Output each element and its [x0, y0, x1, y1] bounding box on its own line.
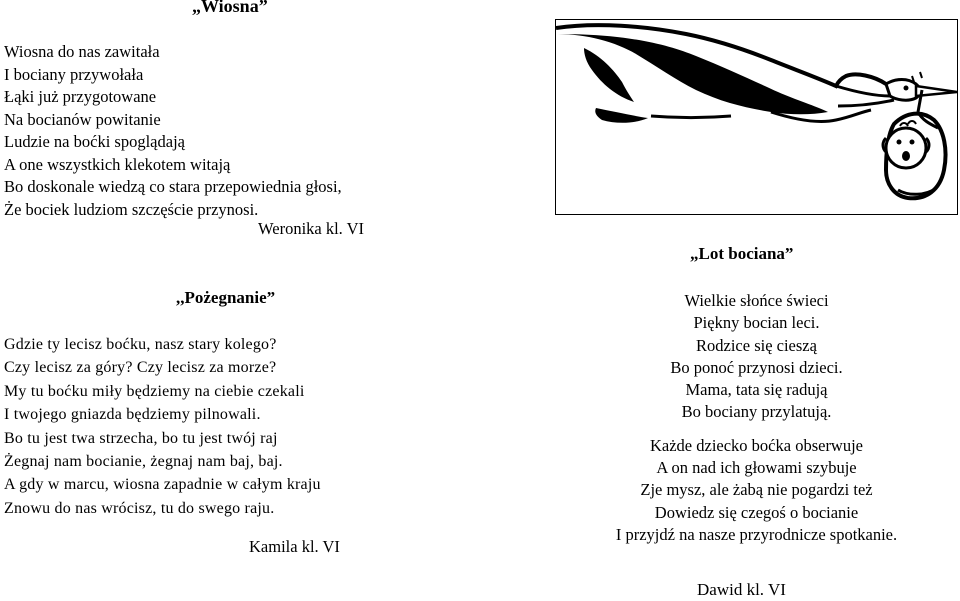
poem-line: Znowu do nas wrócisz, tu do swego raju.: [4, 499, 275, 517]
poem-line: A on nad ich głowami szybuje: [656, 458, 857, 478]
poem-line: Ludzie na boćki spoglądają: [4, 132, 185, 151]
poem-line: Zje mysz, ale żabą nie pogardzi też: [640, 480, 873, 500]
stork-carrying-baby-icon: [556, 20, 957, 214]
stanza-gap: [555, 424, 958, 435]
poem-line: Gdzie ty lecisz boćku, nasz stary kolego?: [4, 336, 277, 353]
poem-lot-bociana-author: Dawid kl. VI: [697, 580, 786, 599]
poem-line: I przyjdź na nasze przyrodnicze spotkanie.: [615, 524, 898, 544]
poem-lot-bociana-body: [555, 290, 958, 546]
poem-line: Każde dziecko boćka obserwuje: [649, 435, 864, 455]
poem-title-lot-bociana: „Lot bociana”: [690, 244, 794, 263]
poem-line: Bo tu jest twa strzecha, bo tu jest twój raj: [4, 429, 278, 447]
poem-line: I bociany przywołała: [4, 64, 144, 84]
poem-line: A one wszystkich klekotem witają: [4, 154, 231, 174]
poem-line: Bo ponoć przynosi dzieci.: [670, 357, 843, 377]
poem-line: Wielkie słońce świeci: [684, 291, 829, 310]
poem-line: A gdy w marcu, wiosna zapadnie w całym kraju: [4, 476, 321, 494]
poem-wiosna-body: [4, 41, 342, 221]
poem-pozegnanie-author: Kamila kl. VI: [249, 537, 340, 556]
poem-line: Dowiedz się czegoś o bocianie: [654, 502, 859, 522]
poem-line: Czy lecisz za góry? Czy lecisz za morze?: [4, 359, 277, 377]
poem-line: My tu boćku miły będziemy na ciebie czekali: [4, 382, 305, 400]
poem-line: Rodzice się cieszą: [696, 335, 817, 355]
poem-line: Bo bociany przylatują.: [681, 402, 832, 422]
poem-wiosna-author: Weronika kl. VI: [258, 219, 365, 238]
poem-pozegnanie-body: [4, 333, 321, 520]
poem-line: Że bociek ludziom szczęście przynosi.: [4, 199, 259, 219]
poem-line: Łąki już przygotowane: [4, 87, 157, 106]
poem-line: Mama, tata się radują: [685, 380, 828, 400]
poem-title-pozegnanie: ,,Pożegnanie”: [176, 288, 276, 307]
stork-illustration: [555, 19, 958, 215]
poem-line: Żegnaj nam bocianie, żegnaj nam baj, baj.: [4, 453, 283, 471]
poem-line: Piękny bocian leci.: [693, 313, 820, 333]
poem-line: I twojego gniazda będziemy pilnowali.: [4, 406, 261, 424]
poem-line: Na bocianów powitanie: [4, 109, 161, 129]
poem-line: Wiosna do nas zawitała: [4, 42, 160, 61]
poem-title-wiosna: „Wiosna”: [192, 0, 268, 16]
poem-line: Bo doskonale wiedzą co stara przepowiednia głosi,: [4, 177, 342, 196]
